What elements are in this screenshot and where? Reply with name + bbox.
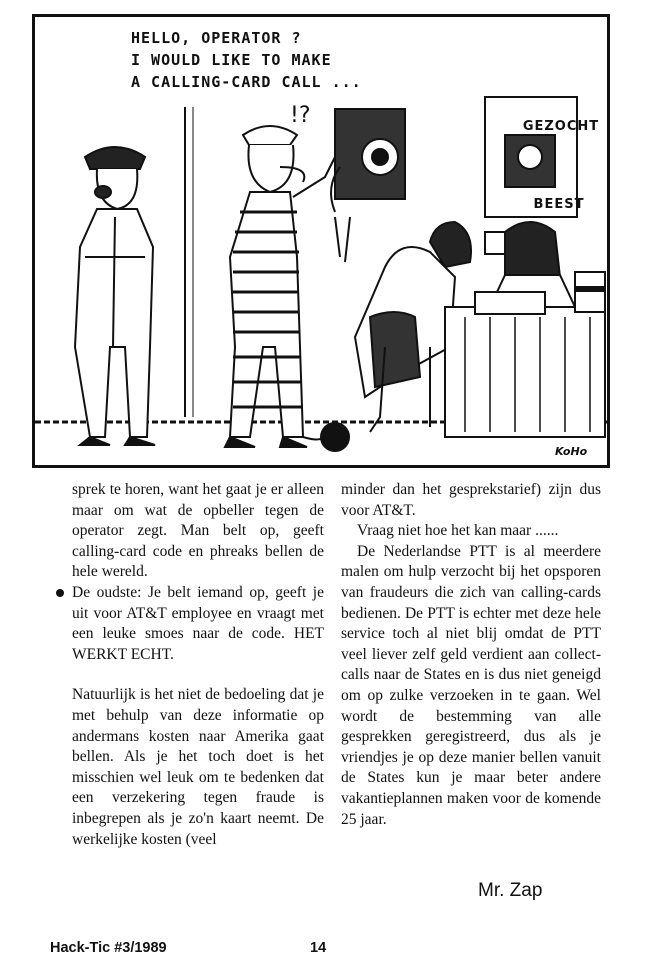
telephone-icon xyxy=(290,103,405,262)
desk-scene xyxy=(355,222,605,437)
poster-caption: BEEST xyxy=(533,197,585,212)
speech-bubble-text xyxy=(131,27,491,93)
speech-line: A CALLING-CARD CALL ... xyxy=(131,73,362,91)
svg-text:!?: !? xyxy=(290,103,311,128)
guard-figure xyxy=(75,147,155,445)
poster-title: GEZOCHT xyxy=(522,119,600,134)
left-paragraph-1: sprek te horen, want het gaat je er alleen maar om wat de opbeller tegen de operator zegt. Man belt op, geeft calling-card code en phreaks bellen de hele wereld. xyxy=(72,481,324,581)
artist-signature: KoHo xyxy=(555,445,588,458)
cartoon-illustration xyxy=(32,14,610,468)
speech-line: I WOULD LIKE TO MAKE xyxy=(131,51,332,69)
right-column xyxy=(341,480,601,830)
author-name: Mr. Zap xyxy=(478,880,543,901)
speech-line: HELLO, OPERATOR ? xyxy=(131,29,302,47)
left-paragraph-2: Natuurlijk is het niet de bedoeling dat je met behulp van deze informatie op andermans kosten naar Amerika gaat bellen. Als je het toch doet is het misschien wel leuk om te bedenken dat een verzekering tegen fraude is inbegrepen als je zo'n kaart neemt. De werkelijke kosten (veel xyxy=(72,686,324,848)
bullet-text: De oudste: Je belt iemand op, geeft je uit voor AT&T employee en vraagt met een leuke smoes naar de code. HET WERKT ECHT. xyxy=(72,583,324,663)
right-paragraph-3: De Nederlandse PTT is al meerdere malen om hulp verzocht bij het opsporen van fraudeurs die zich van calling-cards bedienen. De PTT is echter met deze hele service toch al niet blij omdat de PTT veel liever zelf geld verdient aan collect-calls naar de States en is dus niet geneigd om op zulke verzoeken in te gaan. Wel wordt de bestemming van alle gesprekken geregistreerd, dus als je vriendjes je op deze manier bellen vanuit de States kun je maar beter andere vakantieplannen maken voor de komende 25 jaar. xyxy=(341,542,601,828)
prisoner-figure xyxy=(225,126,349,451)
right-paragraph-1: minder dan het gesprekstarief) zijn dus voor AT&T. xyxy=(341,481,601,519)
left-column xyxy=(72,480,324,850)
bullet-icon xyxy=(56,589,64,597)
page-number: 14 xyxy=(310,940,327,956)
right-paragraph-2: Vraag niet hoe het kan maar ...... xyxy=(357,522,559,540)
bullet-item xyxy=(72,583,324,665)
publication-footer: Hack-Tic #3/1989 xyxy=(50,940,167,956)
